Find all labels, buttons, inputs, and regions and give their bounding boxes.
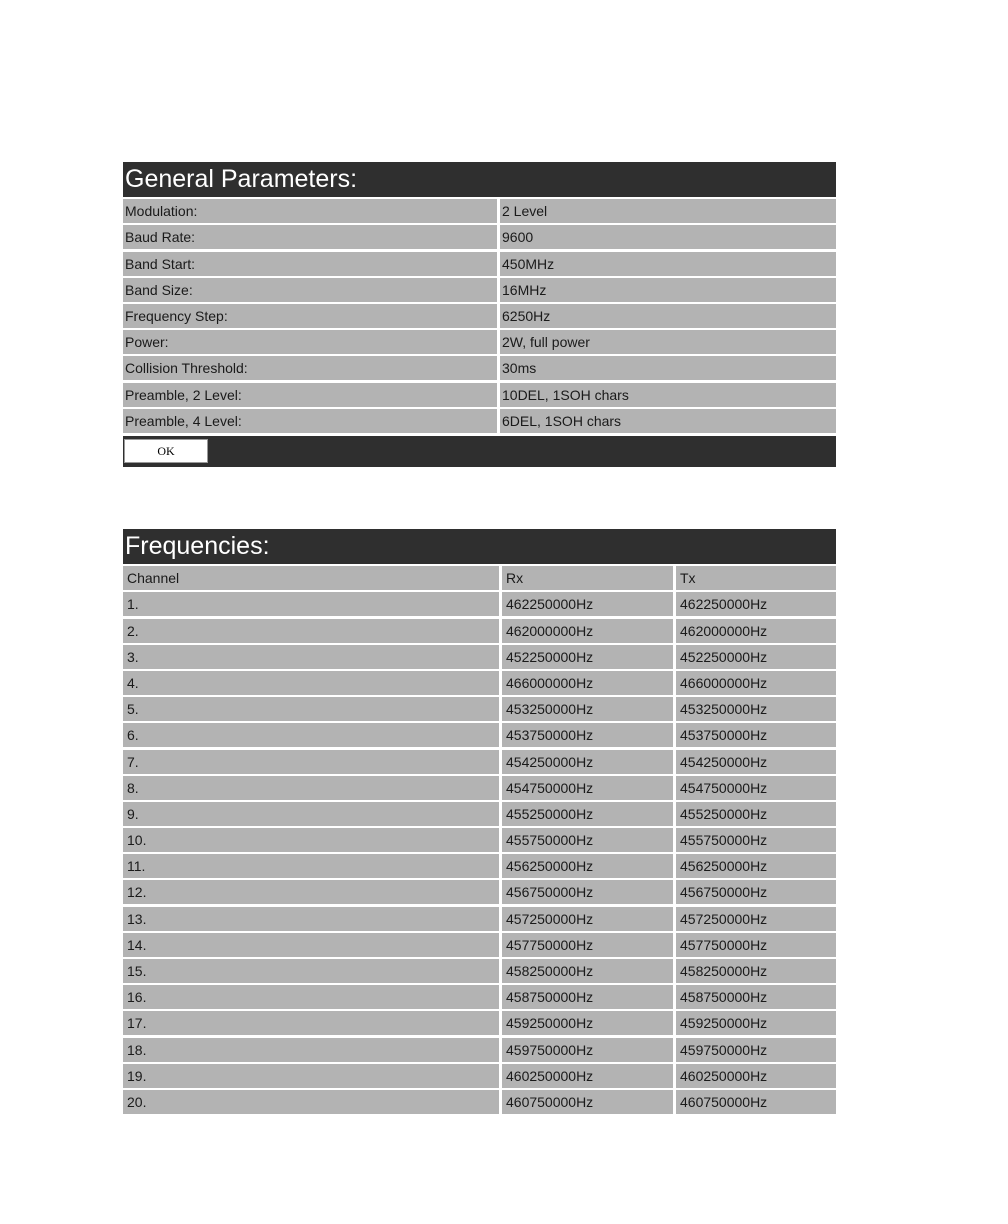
channel-cell: 7. bbox=[123, 750, 499, 774]
frequencies-header-row bbox=[123, 566, 836, 590]
tx-cell: 455250000Hz bbox=[676, 802, 836, 826]
column-header-channel: Channel bbox=[123, 566, 499, 590]
rx-cell: 455250000Hz bbox=[502, 802, 673, 826]
parameter-label: Modulation: bbox=[123, 199, 497, 223]
parameter-row bbox=[123, 330, 836, 354]
rx-cell: 458750000Hz bbox=[502, 985, 673, 1009]
tx-cell: 459750000Hz bbox=[676, 1038, 836, 1062]
frequency-row bbox=[123, 907, 836, 931]
frequencies-title: Frequencies: bbox=[123, 529, 836, 564]
channel-cell: 16. bbox=[123, 985, 499, 1009]
tx-cell: 459250000Hz bbox=[676, 1011, 836, 1035]
rx-cell: 453250000Hz bbox=[502, 697, 673, 721]
tx-cell: 452250000Hz bbox=[676, 645, 836, 669]
frequency-row bbox=[123, 671, 836, 695]
rx-cell: 459750000Hz bbox=[502, 1038, 673, 1062]
tx-cell: 460250000Hz bbox=[676, 1064, 836, 1088]
tx-cell: 457250000Hz bbox=[676, 907, 836, 931]
rx-cell: 453750000Hz bbox=[502, 723, 673, 747]
frequency-row bbox=[123, 723, 836, 747]
frequency-row bbox=[123, 933, 836, 957]
channel-cell: 11. bbox=[123, 854, 499, 878]
rx-cell: 455750000Hz bbox=[502, 828, 673, 852]
channel-cell: 17. bbox=[123, 1011, 499, 1035]
frequency-row bbox=[123, 645, 836, 669]
column-header-tx: Tx bbox=[676, 566, 836, 590]
channel-cell: 20. bbox=[123, 1090, 499, 1114]
rx-cell: 454250000Hz bbox=[502, 750, 673, 774]
ok-bar bbox=[123, 436, 836, 467]
parameter-value: 16MHz bbox=[500, 278, 836, 302]
parameter-value: 6DEL, 1SOH chars bbox=[500, 409, 836, 433]
rx-cell: 457750000Hz bbox=[502, 933, 673, 957]
parameter-row bbox=[123, 356, 836, 380]
frequency-row bbox=[123, 750, 836, 774]
rx-cell: 460250000Hz bbox=[502, 1064, 673, 1088]
parameter-value: 10DEL, 1SOH chars bbox=[500, 383, 836, 407]
rx-cell: 462000000Hz bbox=[502, 619, 673, 643]
parameter-value: 6250Hz bbox=[500, 304, 836, 328]
rx-cell: 452250000Hz bbox=[502, 645, 673, 669]
general-parameters-title: General Parameters: bbox=[123, 162, 836, 197]
frequency-row bbox=[123, 959, 836, 983]
channel-cell: 10. bbox=[123, 828, 499, 852]
parameter-value: 9600 bbox=[500, 225, 836, 249]
frequency-row bbox=[123, 1011, 836, 1035]
rx-cell: 466000000Hz bbox=[502, 671, 673, 695]
parameter-row bbox=[123, 199, 836, 223]
parameter-row bbox=[123, 278, 836, 302]
column-header-rx: Rx bbox=[502, 566, 673, 590]
tx-cell: 456750000Hz bbox=[676, 880, 836, 904]
channel-cell: 15. bbox=[123, 959, 499, 983]
frequency-row bbox=[123, 985, 836, 1009]
channel-cell: 4. bbox=[123, 671, 499, 695]
parameter-value: 30ms bbox=[500, 356, 836, 380]
frequency-row bbox=[123, 1090, 836, 1114]
tx-cell: 454250000Hz bbox=[676, 750, 836, 774]
rx-cell: 454750000Hz bbox=[502, 776, 673, 800]
channel-cell: 2. bbox=[123, 619, 499, 643]
tx-cell: 453250000Hz bbox=[676, 697, 836, 721]
parameter-label: Preamble, 2 Level: bbox=[123, 383, 497, 407]
frequency-row bbox=[123, 1064, 836, 1088]
channel-cell: 1. bbox=[123, 592, 499, 616]
tx-cell: 455750000Hz bbox=[676, 828, 836, 852]
tx-cell: 466000000Hz bbox=[676, 671, 836, 695]
parameter-row bbox=[123, 409, 836, 433]
channel-cell: 19. bbox=[123, 1064, 499, 1088]
tx-cell: 453750000Hz bbox=[676, 723, 836, 747]
channel-cell: 14. bbox=[123, 933, 499, 957]
frequency-row bbox=[123, 1038, 836, 1062]
tx-cell: 460750000Hz bbox=[676, 1090, 836, 1114]
general-parameters-panel bbox=[123, 162, 836, 467]
channel-cell: 6. bbox=[123, 723, 499, 747]
rx-cell: 457250000Hz bbox=[502, 907, 673, 931]
rx-cell: 459250000Hz bbox=[502, 1011, 673, 1035]
frequency-row bbox=[123, 802, 836, 826]
channel-cell: 9. bbox=[123, 802, 499, 826]
channel-cell: 18. bbox=[123, 1038, 499, 1062]
parameter-label: Band Size: bbox=[123, 278, 497, 302]
parameter-value: 450MHz bbox=[500, 252, 836, 276]
parameter-row bbox=[123, 252, 836, 276]
frequencies-panel bbox=[123, 529, 836, 1114]
tx-cell: 457750000Hz bbox=[676, 933, 836, 957]
rx-cell: 460750000Hz bbox=[502, 1090, 673, 1114]
parameter-row bbox=[123, 383, 836, 407]
parameter-label: Collision Threshold: bbox=[123, 356, 497, 380]
parameter-row bbox=[123, 304, 836, 328]
frequency-row bbox=[123, 592, 836, 616]
parameter-row bbox=[123, 225, 836, 249]
parameter-value: 2 Level bbox=[500, 199, 836, 223]
rx-cell: 456750000Hz bbox=[502, 880, 673, 904]
rx-cell: 456250000Hz bbox=[502, 854, 673, 878]
tx-cell: 454750000Hz bbox=[676, 776, 836, 800]
channel-cell: 3. bbox=[123, 645, 499, 669]
parameter-label: Frequency Step: bbox=[123, 304, 497, 328]
general-parameters-table bbox=[123, 199, 836, 433]
parameter-label: Band Start: bbox=[123, 252, 497, 276]
tx-cell: 458750000Hz bbox=[676, 985, 836, 1009]
parameter-label: Power: bbox=[123, 330, 497, 354]
rx-cell: 458250000Hz bbox=[502, 959, 673, 983]
ok-button[interactable]: OK bbox=[124, 439, 208, 463]
parameter-label: Baud Rate: bbox=[123, 225, 497, 249]
frequency-row bbox=[123, 828, 836, 852]
frequency-row bbox=[123, 880, 836, 904]
tx-cell: 462250000Hz bbox=[676, 592, 836, 616]
frequency-row bbox=[123, 854, 836, 878]
tx-cell: 458250000Hz bbox=[676, 959, 836, 983]
frequency-row bbox=[123, 776, 836, 800]
rx-cell: 462250000Hz bbox=[502, 592, 673, 616]
frequency-row bbox=[123, 697, 836, 721]
frequency-row bbox=[123, 619, 836, 643]
channel-cell: 12. bbox=[123, 880, 499, 904]
frequencies-table bbox=[123, 592, 836, 1114]
channel-cell: 8. bbox=[123, 776, 499, 800]
tx-cell: 456250000Hz bbox=[676, 854, 836, 878]
parameter-value: 2W, full power bbox=[500, 330, 836, 354]
channel-cell: 5. bbox=[123, 697, 499, 721]
channel-cell: 13. bbox=[123, 907, 499, 931]
parameter-label: Preamble, 4 Level: bbox=[123, 409, 497, 433]
tx-cell: 462000000Hz bbox=[676, 619, 836, 643]
